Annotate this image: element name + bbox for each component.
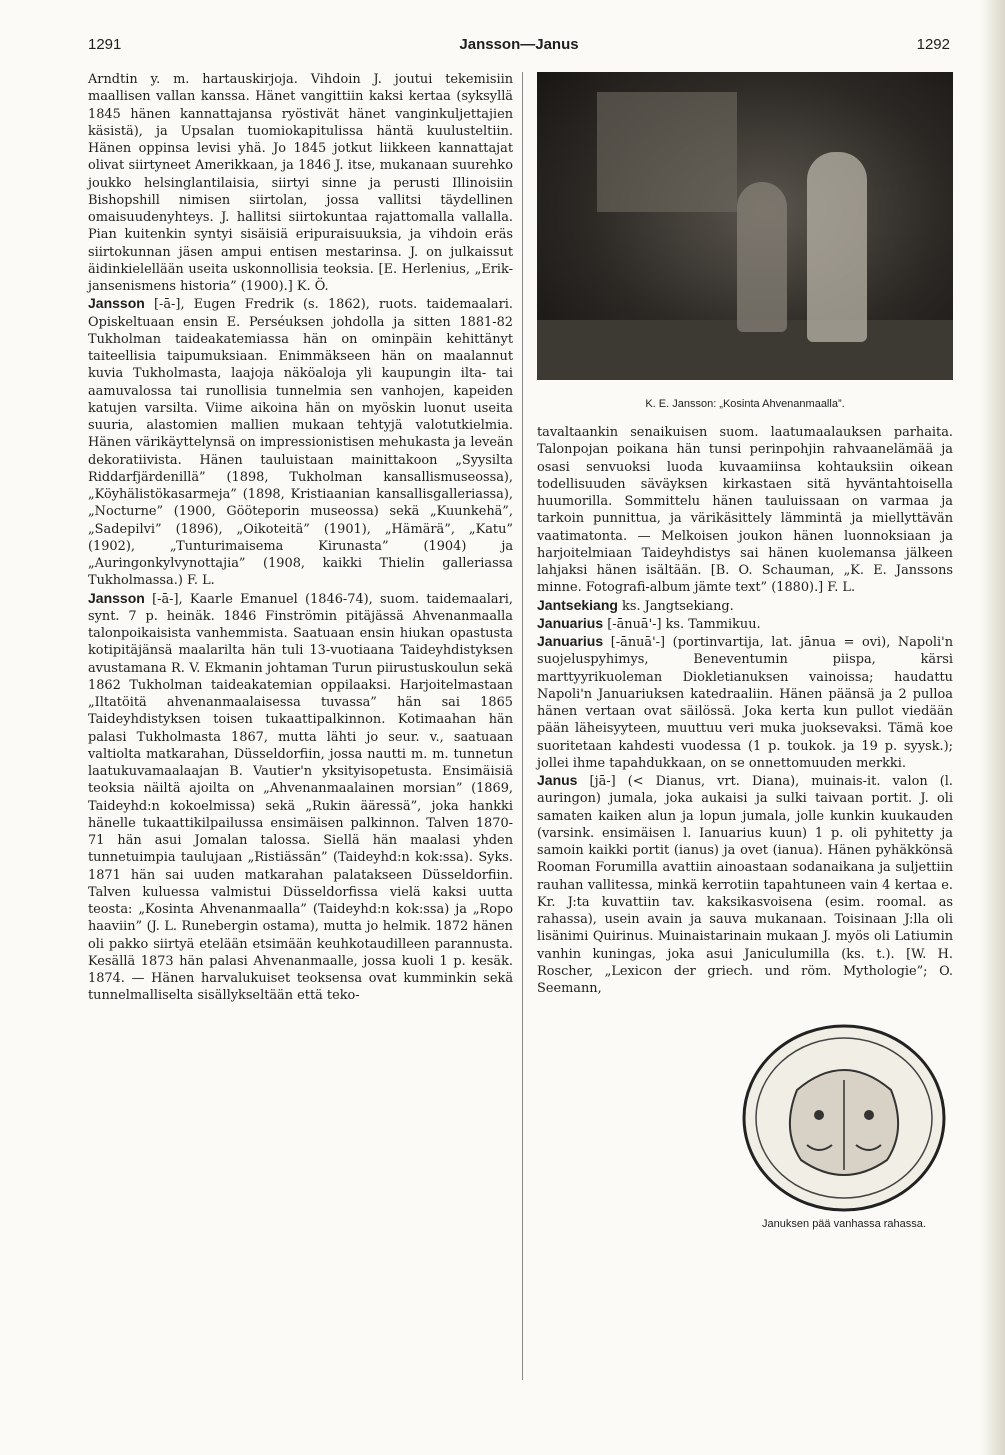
entry-januarius-1: Januarius [-ānuā'-] ks. Tammikuu.: [537, 614, 761, 632]
page-title: Jansson—Janus: [459, 36, 579, 53]
entry-headword: Jansson: [88, 589, 145, 606]
coin-caption: Januksen pää vanhassa rahassa.: [762, 1218, 926, 1230]
right-page-number: 1292: [916, 36, 950, 53]
entry-januarius-2: Januarius [-ānuā'-] (portinvartija, lat. jānua = ovi), Napoli'n suojeluspyhimys, Beneventumin piispa, kärsi marttyyrikuoleman Diokletianuksen vainoissa; haudattu Napoli'n Januariuksen katedraaliin. Hänen päänsä ja 2 pulloa hänen vertaan ovat säilössä. Joka kerta kun pullot viedään pään läheisyyteen, muuttuu veri muka juoksevaksi. Tämä koe suoritetaan kahdesti vuodessa (1 p. toukok. ja 19 p. syysk.); jollei ihme tapahdukkaan, on se onnettomuuden merkki.: [537, 633, 953, 771]
page-header: [88, 36, 950, 58]
entry-headword: Jansson: [88, 295, 145, 312]
column-divider: [522, 72, 523, 1380]
entry-headword: Januarius: [537, 614, 604, 631]
entry-headword: Jantsekiang: [537, 596, 618, 613]
left-column: [88, 71, 513, 1005]
janus-coin-image: [737, 1020, 951, 1216]
page-edge-shadow: [981, 0, 1005, 1455]
entry-jansson-eugen: Jansson [-ā-], Eugen Fredrik (s. 1862), ruots. taidemaalari. Opiskeltuaan ensin E. Perséuksen johdolla ja sitten 1881-82 Tukholman taideakatemiassa hän on ominpäin kehittänyt taiteellisia taipumuksiaan. Enimmäkseen hän on maalannut kuvia Tukholmasta, laajoja näköaloja yli kaupungin ilta- tai aamuvalossa tai runollisia tunnelmia sen vanhojen, kapeiden katujen varsilta. Viime aikoina hän on myöskin luonut useita suuria, alastomien mallien mukaan tehtyjä valotutkielmia. Hänen värikäyttelynsä on impressionistisen mehukasta ja leveän dekoratiivista. Hänen tauluistaan mainittakoon „Syysilta Riddarfjärdenillä” (1898, Tukholman kansallismuseossa), „Köyhälistökasarmeja” (1898, Kristiaanian kansallisgalleriassa), „Nocturne” (1900, Gööteporin museossa) sekä „Kuunkehä”, „Sadepilvi” (1896), „Oikoteitä” (1901), „Hämärä”, „Katu” (1902), „Tunturimaisema Kirunasta” (1904) ja „Auringonkylvynottajia” (1908, kaikki Thielin galleriassa Tukholmassa.) F. L.: [88, 295, 513, 589]
left-page-number: 1291: [88, 36, 122, 53]
painting-photo: [537, 72, 953, 380]
paragraph: Arndtin y. m. hartauskirjoja. Vihdoin J. joutui tekemisiin maallisen vallan kanssa. Hänet vangittiin kaksi kertaa (syksyllä 1845 hänen kannattajansa ryöstivät hänet vanginkuljettajien käsistä), ja Upsalan tuomiokapitulissa häntä kuulusteltiin. Hänen oppinsa levisi yhä. Jo 1845 jotkut liikkeen kannattajat olivat siirtyneet Amerikkaan, ja 1846 J. itse, mukanaan suurehko joukko helsinglantilaisia, siirtyi sinne ja perusti Illinoisiin Bishopshill nimisen siirtolan, jossa vallitsi täydellinen omaisuudenyhteys. J. hallitsi siirtokuntaa rajattomalla vallalla. Pian kuitenkin syntyi sisäisiä eripuraisuuksia, ja vihdoin eräs siirtokunnan jäsen ampui entisen mestarinsa. J. on julkaissut äidinkielellään useita uskonnollisia teoksia. [E. Herlenius, „Erik-jansenismens historia” (1900).] K. Ö.: [88, 72, 513, 294]
entry-jantsekiang: Jantsekiang ks. Jangtsekiang.: [537, 596, 734, 614]
entry-jansson-kaarle: Jansson [-ā-], Kaarle Emanuel (1846-74), suom. taidemaalari, synt. 7 p. heinäk. 1846 Finströmin pitäjässä Ahvenanmaalla talonpoikaisista vanhemmista. Saatuaan ensin hiukan opastusta kotipitäjänsä maalarilta hän tuli 13-vuotiaana Taideyhdistyksen avustamana R. V. Ekmanin johtaman Turun piirustuskoulun sekä 1862 Tukholman taideakatemian oppilaaksi. Harjoitelmastaan „Iltatöitä ahvenanmaalaisessa tuvassa” hän sai 1865 Taideyhdistyksen toisen tukaattipalkinnon. Kotimaahan hän palasi Tukholmasta 1867, mutta lähti jo seur. v., saatuaan valtiolta matkarahan, Düsseldorfiin, jossa nautti m. m. tunnetun laatukuvamaalaajan B. Vautier'n yksityisopetusta. Ensimäisiä teoksia näiltä ajoilta on „Ahvenanmaalainen morsian” (1869, Taideyhd:n kokoelmissa) sekä „Rukin ääressä”, joka hankki hänelle tukaattikilpailussa ensimäisen palkinnon. Talven 1870-71 hän asui Jomalan talossa. Siellä hän maalasi yhden tunnetuimpia taulujaan „Ristiässän” (Taideyhd:n kok:ssa). Syks. 1871 hän sai uuden matkarahan palatakseen Düsseldorfiin. Talven kuluessa valmistui Düsseldorfissa vielä kaksi uutta teosta: „Kosinta Ahvenanmaalla” (Taideyhd:n kok:ssa) ja „Ropo haaviin” (J. L. Runebergin ostama), mutta jo helmik. 1872 hänen oli pakko siirtyä etelään etsimään keuhkotaudilleen parannusta. Kesällä 1873 hän palasi Ahvenanmaalle, jossa kuoli 1 p. kesäk. 1874. — Hänen harvalukuiset teoksensa ovat kumminkin sekä tunnelmalliselta sisällykseltään että teko-: [88, 589, 513, 1004]
right-column: [537, 424, 953, 997]
entry-janus: Janus [jā-] (< Dianus, vrt. Diana), muinais-it. valon (l. auringon) jumala, joka aukaisi ja sulki taivaan portit. J. oli samaten kaiken alun ja lopun jumala, jolle kunkin kuukauden (varsink. ensimäisen l. Ianuarius kuun) 1 p. oli pyhitetty ja samoin kaikki portit (ianus) ja ovet (ianua). Hänen pyhäkkönsä Rooman Forumilla avattiin ainoastaan sodanaikana ja suljettiin rauhan vallitessa, minkä kerrotiin tapahtuneen vain 4 kertaa e. Kr. J:ta kuvattiin tav. kaksikasvoisena (esim. roomal. as rahassa), usein avain ja sauva mukanaan. Toisinaan J:lla oli lisänimi Quirinus. Muinaistarinain mukaan J. myös oli Latiumin vanhin kuningas, joka asui Janiculumilla (ks. t.). [W. H. Roscher, „Lexicon der griech. und röm. Mythologie”; O. Seemann,: [537, 772, 953, 996]
photo-window: [597, 92, 737, 212]
paragraph: tavaltaankin senaikuisen suom. laatumaalauksen parhaita. Talonpojan poikana hän tunsi perinpohjin rahvaanelämää ja osasi senvuoksi luoda kuvaamiinsa kohtauksiin oikean todellisuuden säväyksen kirkastaen sitä hyväntahtoisella huumorilla. Sommittelu hänen tauluissaan on varmaa ja tarkoin punnittua, ja värikäsittely lämmintä ja miellyttävän vaatimatonta. — Melkoisen joukon hänen luonnoksiaan ja harjoitelmiaan Taideyhdistys sai hänen kuolemansa jälkeen lahjaksi hänen isältään. [B. O. Schauman, „K. E. Janssons minne. Fotografi-album jämte text” (1880).] F. L.: [537, 425, 953, 596]
photo-caption: K. E. Jansson: „Kosinta Ahvenanmaalla”.: [645, 398, 845, 410]
entry-headword: Januarius: [537, 633, 604, 649]
entry-headword: Janus: [537, 772, 578, 788]
photo-figure-man: [737, 182, 787, 332]
photo-figure-woman: [807, 152, 867, 342]
